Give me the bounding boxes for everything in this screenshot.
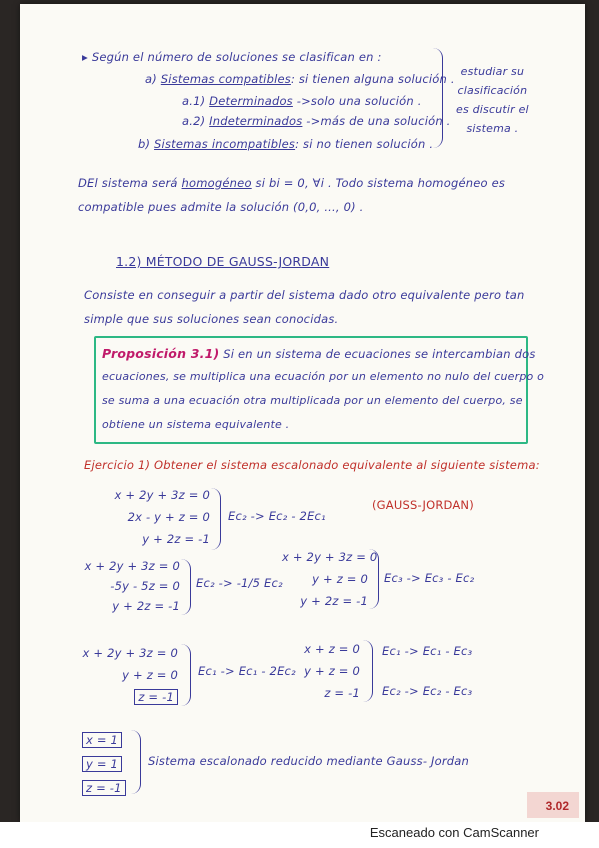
system-3: x + 2y + 3z = 0 y + z = 0 y + 2z = -1 xyxy=(282,550,378,608)
item-a: a) Sistemas compatibles: si tienen alguna solución . xyxy=(145,72,455,86)
proposition-line-2: ecuaciones, se multiplica una ecuación por un elemento no nulo del cuerpo o xyxy=(102,370,545,383)
exercise-method: (GAUSS-JORDAN) xyxy=(372,498,474,512)
scanner-watermark: Escaneado con CamScanner xyxy=(369,825,539,840)
brace-s1 xyxy=(210,488,221,550)
op-5a: Ec₁ -> Ec₁ - Ec₃ xyxy=(382,644,473,658)
result-values xyxy=(82,728,126,800)
proposition-heading: Proposición 3.1) xyxy=(102,346,220,361)
system-2: x + 2y + 3z = 0 -5y - 5z = 0 y + 2z = -1 xyxy=(84,559,180,613)
op-4: Ec₁ -> Ec₁ - 2Ec₂ xyxy=(198,664,296,678)
brace-s4 xyxy=(180,644,191,706)
result-x: x = 1 xyxy=(82,732,122,748)
notebook-page xyxy=(20,4,585,822)
brace-s2 xyxy=(180,559,191,615)
item-a1: a.1) Determinados ->solo una solución . xyxy=(182,94,422,108)
section-desc-1: Consiste en conseguir a partir del sistema dado otro equivalente pero tan xyxy=(84,288,525,302)
system-5: x + z = 0 y + z = 0 z = -1 xyxy=(304,642,360,700)
brace-s3 xyxy=(368,549,379,609)
homog-line1: DEl sistema será homogéneo si bi = 0, ∀i . Todo sistema homogéneo es xyxy=(78,176,506,190)
proposition-line-1: Proposición 3.1) Si en un sistema de ecuaciones se intercambian dos xyxy=(102,346,536,361)
op-5b: Ec₂ -> Ec₂ - Ec₃ xyxy=(382,684,473,698)
result-y: y = 1 xyxy=(82,756,122,772)
proposition-line-3: se suma a una ecuación otra multiplicada por un elemento del cuerpo, se xyxy=(102,394,523,407)
brace-result xyxy=(130,730,141,794)
homog-line2: compatible pues admite la solución (0,0, ..., 0) . xyxy=(78,200,364,214)
system-4: x + 2y + 3z = 0 y + z = 0 z = -1 xyxy=(82,646,178,704)
proposition-line-4: obtiene un sistema equivalente . xyxy=(102,418,290,431)
side-note: estudiar su clasificación es discutir el sistema . xyxy=(456,65,529,135)
section-title: 1.2) MÉTODO DE GAUSS-JORDAN xyxy=(116,254,330,269)
op-1: Ec₂ -> Ec₂ - 2Ec₁ xyxy=(228,509,326,523)
op-3: Ec₃ -> Ec₃ - Ec₂ xyxy=(384,571,475,585)
intro-line: ▸ Según el número de soluciones se clasifican en : xyxy=(82,50,382,64)
section-desc-2: simple que sus soluciones sean conocidas. xyxy=(84,312,339,326)
item-a2: a.2) Indeterminados ->más de una solución . xyxy=(182,114,451,128)
item-b: b) Sistemas incompatibles: si no tienen solución . xyxy=(138,137,434,151)
result-text: Sistema escalonado reducido mediante Gauss- Jordan xyxy=(148,754,470,768)
system-1: x + 2y + 3z = 0 2x - y + z = 0 y + 2z = -1 xyxy=(114,488,210,546)
op-2: Ec₂ -> -1/5 Ec₂ xyxy=(196,576,283,590)
exercise-title: Ejercicio 1) Obtener el sistema escalonado equivalente al siguiente sistema: xyxy=(84,458,540,472)
result-z: z = -1 xyxy=(82,780,126,796)
brace-s5 xyxy=(362,640,373,702)
brace-classification xyxy=(430,48,443,148)
boxed-z: z = -1 xyxy=(134,689,178,705)
page-number: 3.02 xyxy=(545,799,569,813)
